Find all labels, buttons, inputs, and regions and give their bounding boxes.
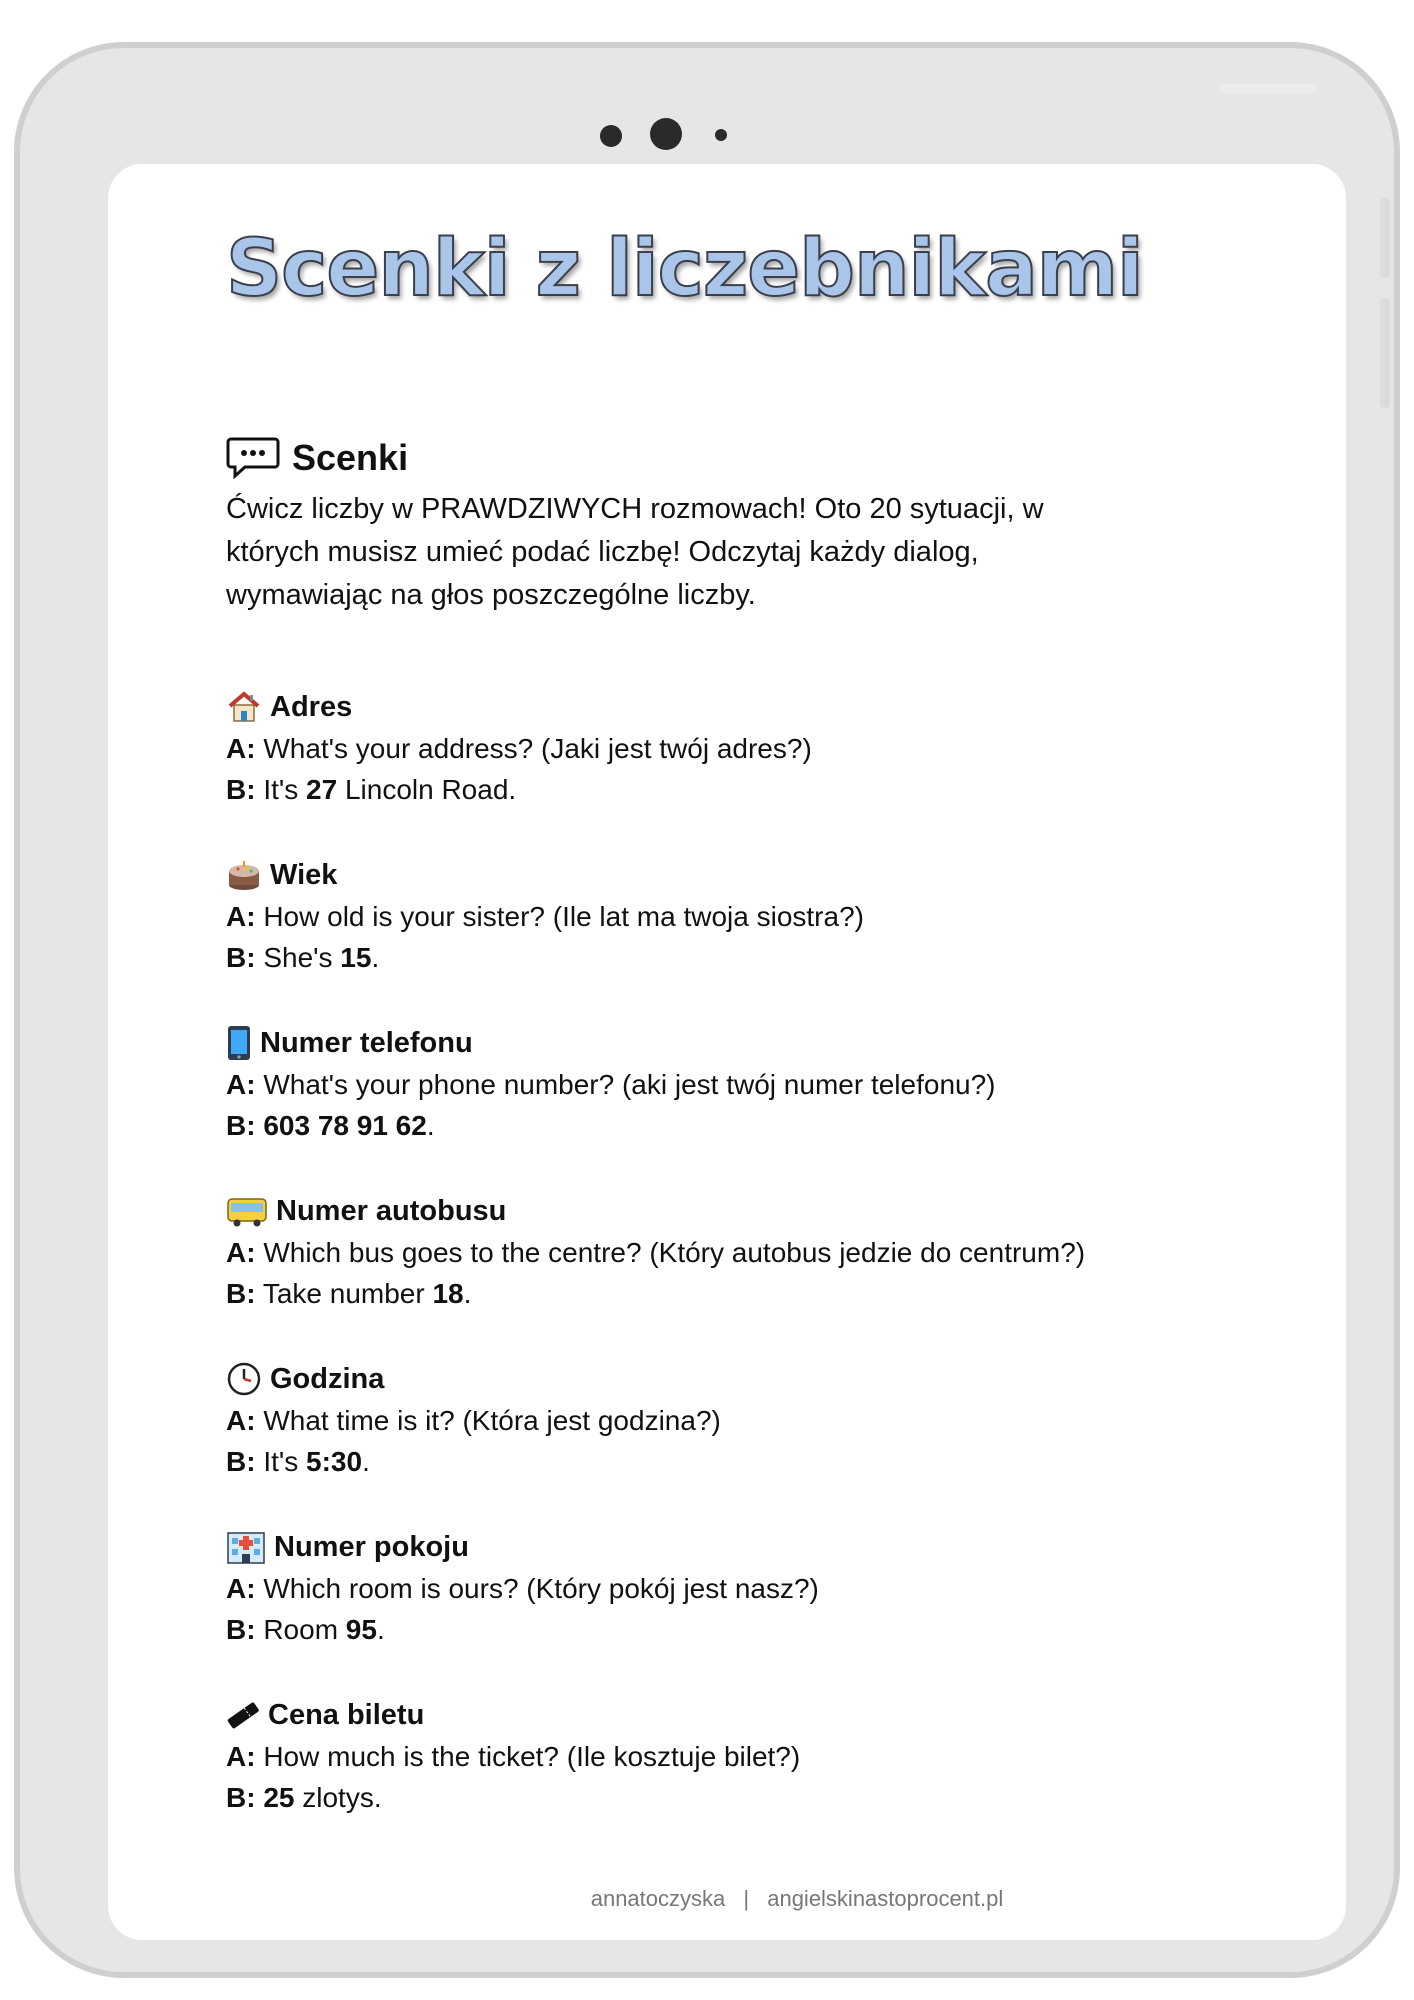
camera-lens	[650, 118, 682, 150]
dialog-item	[226, 1022, 1226, 1190]
dialog-item	[226, 1358, 1226, 1526]
dialog-item	[226, 1190, 1226, 1358]
volume-down-button	[1380, 298, 1390, 408]
dialog-title: Cena biletu	[268, 1698, 425, 1731]
line-a: A: What's your address? (Jaki jest twój adres?)	[226, 733, 812, 764]
section-header	[226, 436, 408, 480]
footer-author: annatoczyska	[590, 1886, 726, 1911]
line-b: B: Take number 18.	[226, 1278, 472, 1309]
line-a: A: How old is your sister? (Ile lat ma twoja siostra?)	[226, 901, 864, 932]
power-button	[1220, 84, 1316, 94]
light-sensor	[712, 126, 730, 144]
section-title: Scenki	[292, 437, 409, 478]
sensor-dot	[600, 125, 622, 147]
line-a: A: What time is it? (Która jest godzina?)	[226, 1405, 721, 1436]
intro-text: Ćwicz liczby w PRAWDZIWYCH rozmowach! Oto 20 sytuacji, w których musisz umieć podać liczbę! Odczytaj każdy dialog, wymawiając na głos poszczególne liczby.	[226, 493, 1044, 611]
dialog-title: Numer telefonu	[260, 1026, 473, 1059]
speech-bubble-icon	[226, 436, 280, 480]
house-icon	[226, 689, 262, 725]
line-b: B: 603 78 91 62.	[226, 1110, 435, 1141]
ticket-icon	[226, 1697, 260, 1733]
footer	[108, 1886, 1346, 1912]
camera-bar	[600, 116, 740, 152]
volume-up-button	[1380, 198, 1390, 278]
page-title: Scenki z liczebnikami	[226, 224, 1143, 314]
dialog-list	[226, 686, 1226, 1862]
line-b: B: Room 95.	[226, 1614, 385, 1645]
footer-separator: |	[743, 1886, 750, 1911]
line-b: B: It's 5:30.	[226, 1446, 370, 1477]
footer-site[interactable]: angielskinastoprocent.pl	[767, 1886, 1004, 1911]
line-b: B: She's 15.	[226, 942, 380, 973]
dialog-item	[226, 1694, 1226, 1862]
line-b: B: 25 zlotys.	[226, 1782, 382, 1813]
line-b: B: It's 27 Lincoln Road.	[226, 774, 517, 805]
clock-icon	[226, 1361, 262, 1397]
dialog-item	[226, 686, 1226, 854]
dialog-item	[226, 854, 1226, 1022]
dialog-title: Adres	[270, 690, 353, 723]
mobile-phone-icon	[226, 1025, 252, 1061]
line-a: A: Which bus goes to the centre? (Który autobus jedzie do centrum?)	[226, 1237, 1086, 1268]
dialog-title: Numer autobusu	[276, 1194, 507, 1227]
dialog-item	[226, 1526, 1226, 1694]
line-a: A: Which room is ours? (Który pokój jest nasz?)	[226, 1573, 819, 1604]
dialog-title: Godzina	[270, 1362, 385, 1395]
bus-icon	[226, 1193, 268, 1229]
line-a: A: What's your phone number? (aki jest twój numer telefonu?)	[226, 1069, 996, 1100]
tablet-frame	[14, 42, 1400, 1978]
dialog-title: Numer pokoju	[274, 1530, 469, 1563]
hospital-icon	[226, 1529, 266, 1565]
line-a: A: How much is the ticket? (Ile kosztuje bilet?)	[226, 1741, 801, 1772]
page-screen	[108, 164, 1346, 1940]
dialog-title: Wiek	[270, 858, 338, 891]
cake-icon	[226, 857, 262, 893]
